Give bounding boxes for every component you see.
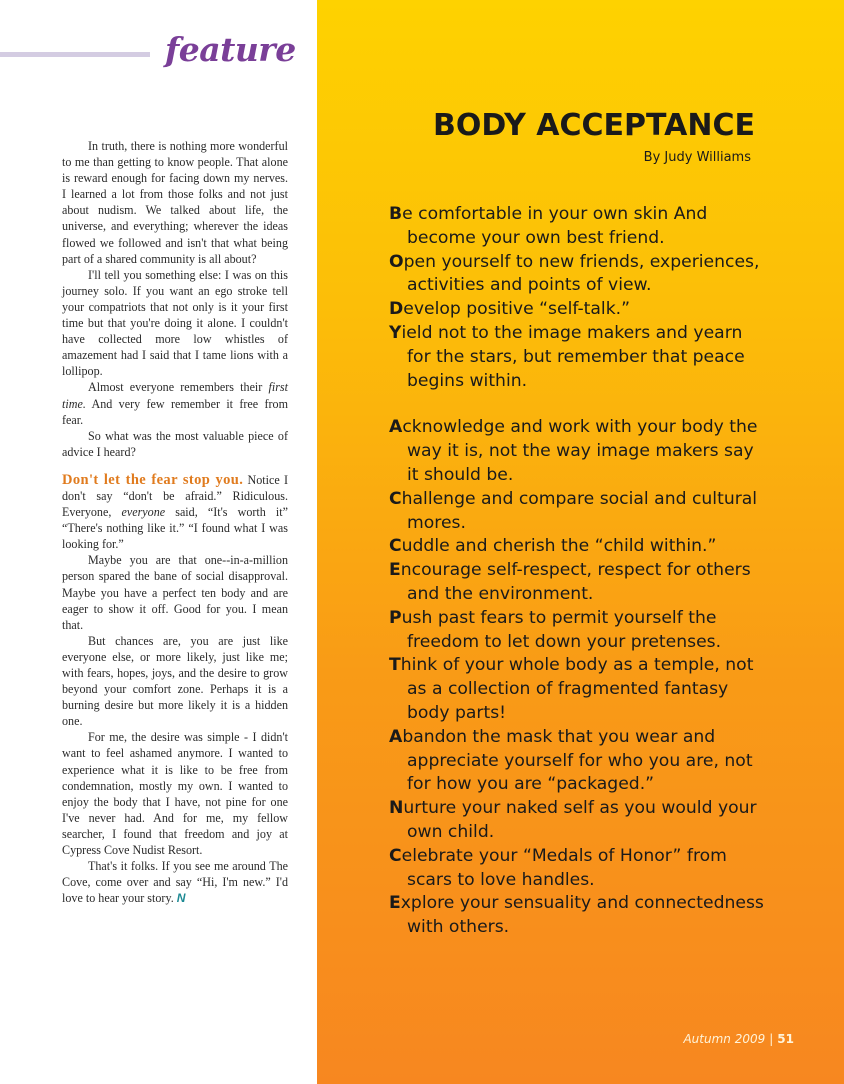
poem-line [389, 251, 769, 299]
article-text: That's it folks. If you see me around The Cove, come over and say “Hi, I'm new.” I'd love to hear your story. [62, 859, 288, 906]
article-paragraph: For me, the desire was simple - I didn't want to feel ashamed anymore. I wanted to experience what it is like to be free from condemnation, mostly my own. I wanted to enjoy the body that I have, not pine for one I've never had. And for me, my fellow searcher, I found that freedom and joy at Cypress Cove Nudist Resort. [62, 730, 288, 858]
poem-line [389, 203, 769, 251]
article-paragraph [62, 379, 288, 427]
poem-initial: D [389, 299, 404, 320]
article-text: said, “It's worth it” “There's nothing like it.” “I found what I was looking for.” [62, 505, 289, 552]
folio-separator: | [769, 1032, 774, 1046]
poem-line-text: urture your naked self as you would your own child. [403, 798, 757, 842]
poem-line-text: elebrate your “Medals of Honor” from scars to love handles. [401, 845, 727, 890]
article-paragraph: So what was the most valuable piece of advice I heard? [62, 428, 288, 459]
poem-line-text: bandon the mask that you wear and appreciate yourself for who you are, not for how you are “packaged.” [402, 726, 753, 795]
poem-line [389, 654, 769, 725]
poem-initial: E [389, 893, 401, 914]
poem-line-text: e comfortable in your own skin And become your own best friend. [402, 204, 708, 248]
article-column [0, 0, 317, 1084]
article-paragraph: I'll tell you something else: I was on this journey solo. If you want an ego stroke tell your compatriots that not only is it your first time but that you're doing it alone. I couldn't have collected more low whistles of amazement had I said that I tame lions with a lollipop. [62, 267, 288, 379]
poem-line-text: uddle and cherish the “child within.” [401, 536, 717, 557]
header-rule [0, 52, 150, 57]
poem-line [389, 845, 769, 893]
poem-line-text: pen yourself to new friends, experiences, activities and points of view. [403, 251, 760, 296]
article-italic: everyone [121, 505, 166, 520]
poem-initial: A [389, 726, 403, 747]
poem-initial: C [389, 845, 402, 866]
poem-title: BODY ACCEPTANCE [433, 108, 755, 143]
poem-line [389, 726, 769, 797]
article-paragraph: Maybe you are that one--in-a-million person spared the bane of social disapproval. Maybe you have a perfect ten body and are eager to show it off. Good for you. I mean that. [62, 553, 288, 632]
poem-line-text: ush past fears to permit yourself the freedom to let down your pretenses. [401, 607, 722, 652]
poem-line-text: xplore your sensuality and connectedness with others. [400, 893, 764, 938]
poem-stanza [389, 416, 769, 940]
poem-body [389, 203, 769, 940]
poem-initial: T [389, 655, 401, 676]
poem-initial: C [389, 488, 402, 509]
poem-byline: By Judy Williams [643, 150, 751, 165]
article-paragraph: But chances are, you are just like everyone else, or more likely, just like me; with fears, hopes, joys, and the desire to grow beyond your comfort zone. Perhaps it is a burning desire but more likely it is a hidden one. [62, 633, 288, 729]
section-tag: feature [165, 30, 296, 69]
article-paragraph: In truth, there is nothing more wonderful to me than getting to know people. That alone is reward enough for facing down my nerves. I learned a lot from those folks and not just about nudism. We talked about life, the universe, and everything; wherever the ideas flowed we followed and isn't that what being part of a shared community is all about? [62, 139, 288, 266]
folio [683, 1032, 794, 1046]
article-text: Notice I don't say “don't be afraid.” Ridiculous. Everyone, [62, 472, 288, 520]
poem-line [389, 488, 769, 536]
poem-line [389, 607, 769, 655]
article-italic: first time. [62, 380, 288, 411]
poem-line-text: hink of your whole body as a temple, not as a collection of fragmented fantasy body parts! [400, 655, 754, 723]
poem-line [389, 416, 769, 487]
poem-line-text: ield not to the image makers and yearn for the stars, but remember that peace begins within. [401, 322, 745, 391]
end-mark-icon: N [176, 891, 186, 906]
poem-initial: B [389, 204, 403, 224]
issue-label: Autumn 2009 [683, 1032, 766, 1046]
stanza-gap [389, 393, 769, 416]
poem-initial: Y [389, 322, 402, 343]
poem-line-text: cknowledge and work with your body the way it is, not the way image makers say it should be. [402, 417, 758, 485]
poem-line-text: ncourage self-respect, respect for others and the environment. [400, 560, 751, 604]
poem-stanza [389, 203, 769, 393]
poem-line-text: evelop positive “self-talk.” [403, 299, 631, 320]
page-number: 51 [777, 1032, 794, 1046]
poem-line [389, 892, 769, 940]
poem-initial: A [389, 417, 403, 438]
article-paragraph-subhead [62, 472, 288, 552]
article-text: Almost everyone remembers their [88, 380, 269, 395]
poem-initial: E [389, 560, 401, 581]
article-text: And very few remember it free from fear. [62, 396, 288, 427]
poem-initial: C [389, 536, 402, 557]
poem-line [389, 322, 769, 393]
poem-line-text: hallenge and compare social and cultural mores. [401, 488, 758, 533]
poem-line [389, 535, 769, 559]
poem-line [389, 797, 769, 845]
poem-initial: P [389, 607, 402, 628]
subhead-lead: Don't let the fear stop you. [62, 471, 244, 488]
poem-line [389, 298, 769, 322]
poem-initial: N [389, 798, 404, 819]
poem-line [389, 559, 769, 607]
poem-initial: O [389, 251, 404, 272]
article-body [62, 138, 288, 906]
article-paragraph [62, 858, 288, 906]
